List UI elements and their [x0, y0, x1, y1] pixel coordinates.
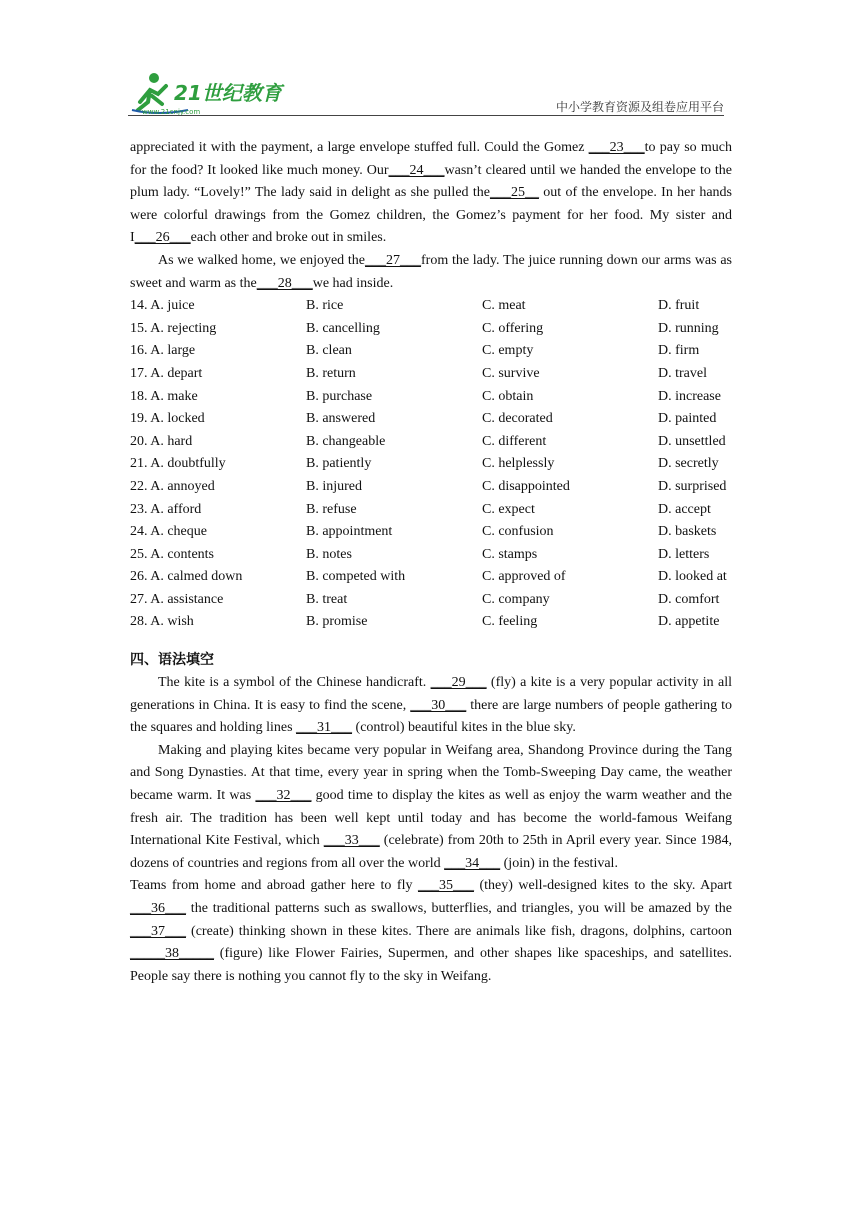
- passage-text: Teams from home and abroad gather here to fly: [130, 878, 418, 894]
- answer-blank: ___31___: [296, 720, 353, 736]
- passage-text: from the lady. The juice running down our arms was as sweet and warm as the: [130, 252, 732, 291]
- option-choice: B. patiently: [306, 456, 372, 472]
- passage-text: (fly) a kite is a very popular activity in all generations in China. It is easy to find the scene,: [130, 675, 732, 713]
- option-choice: 14. A. juice: [130, 298, 195, 314]
- option-choice: D. appetite: [658, 614, 720, 630]
- header-divider: [128, 115, 724, 116]
- answer-blank: ___24___: [388, 162, 445, 178]
- option-row: [130, 340, 732, 363]
- option-row: [130, 386, 732, 409]
- option-choice: C. feeling: [482, 614, 538, 630]
- option-row: [130, 476, 732, 499]
- option-choice: D. running: [658, 320, 719, 336]
- passage-text: good time to display the kites as well as enjoy the warm weather and the fresh air. The tradition has been well kept until today and has become the world-famous Weifang International Kite Festival, which: [130, 788, 733, 849]
- passage-text: The kite is a symbol of the Chinese handicraft.: [158, 675, 431, 691]
- option-choice: B. appointment: [306, 524, 393, 540]
- passage-text: the traditional patterns such as swallows, butterflies, and triangles, you will be amazed by the: [186, 901, 732, 916]
- answer-blank: ___33___: [323, 833, 380, 849]
- passage-text: (create) thinking shown in these kites. There are animals like fish, dragons, dolphins, cartoon: [186, 923, 732, 939]
- passage-paragraph: [130, 250, 732, 295]
- answer-blank: ___28___: [256, 275, 313, 291]
- passage-paragraph: [130, 672, 732, 740]
- option-choice: 25. A. contents: [130, 546, 214, 562]
- option-choice: D. fruit: [658, 298, 700, 314]
- option-choice: C. obtain: [482, 388, 534, 404]
- option-choice: 26. A. calmed down: [130, 569, 243, 585]
- option-choice: 21. A. doubtfully: [130, 456, 226, 472]
- option-choice: B. treat: [306, 591, 348, 607]
- runner-head-icon: [149, 73, 159, 83]
- option-choice: B. promise: [306, 614, 368, 630]
- option-choice: 23. A. afford: [130, 501, 202, 517]
- option-choice: D. increase: [658, 388, 721, 404]
- passage-text: Making and playing kites became very popular in Weifang area, Shandong Province during the Tang and Song Dynasties. At that time, every year in spring when the Tomb-Sweeping Day came, the weather became warm. It was: [130, 742, 732, 804]
- option-choice: C. stamps: [482, 546, 538, 562]
- passage-text: (figure) like Flower Fairies, Supermen, and other shapes like spaceships, and satellites. People say there is nothing you cannot fly to the sky in Weifang.: [130, 946, 732, 984]
- grammar-passage: [130, 672, 732, 988]
- answer-blank: ___29___: [430, 675, 487, 691]
- passage-text: As we walked home, we enjoyed the: [158, 252, 366, 268]
- option-choice: 18. A. make: [130, 388, 198, 404]
- option-choice: B. injured: [306, 478, 362, 494]
- option-choice: C. meat: [482, 298, 526, 314]
- answer-blank: ___25__: [489, 185, 539, 201]
- answer-blank: ___30___: [410, 697, 467, 713]
- option-choice: C. offering: [482, 320, 544, 336]
- option-choice: D. accept: [658, 501, 711, 517]
- logo-text: 21世纪教育: [174, 81, 282, 105]
- option-choice: B. return: [306, 365, 356, 381]
- passage-text: each other and broke out in smiles.: [190, 230, 387, 246]
- option-choice: 27. A. assistance: [130, 591, 224, 607]
- option-row: [130, 318, 732, 341]
- cloze-options: [130, 295, 732, 634]
- option-choice: 17. A. depart: [130, 365, 203, 381]
- option-choice: D. baskets: [658, 524, 717, 540]
- option-choice: B. answered: [306, 411, 376, 427]
- option-choice: D. unsettled: [658, 433, 726, 449]
- option-row: [130, 544, 732, 567]
- answer-blank: ___37___: [130, 923, 186, 939]
- answer-blank: ___32___: [255, 788, 312, 804]
- option-choice: B. clean: [306, 343, 352, 359]
- option-choice: B. refuse: [306, 501, 357, 517]
- option-choice: 16. A. large: [130, 343, 196, 359]
- passage-paragraph: [130, 875, 732, 988]
- answer-blank: ___36___: [130, 901, 186, 916]
- passage-text: wasn’t cleared until we handed the envelope to the plum lady. “Lovely!” The lady said in delight as she pulled the: [130, 162, 732, 201]
- option-choice: C. confusion: [482, 524, 554, 540]
- option-choice: D. travel: [658, 365, 707, 381]
- answer-blank: _____38_____: [130, 946, 214, 962]
- option-choice: D. secretly: [658, 456, 719, 472]
- option-choice: 28. A. wish: [130, 614, 194, 630]
- option-choice: B. notes: [306, 546, 352, 562]
- option-choice: D. letters: [658, 546, 710, 562]
- option-choice: C. company: [482, 591, 550, 607]
- option-choice: B. changeable: [306, 433, 386, 449]
- page-header: [128, 70, 724, 116]
- passage-paragraph: [130, 137, 732, 250]
- option-row: [130, 521, 732, 544]
- option-row: [130, 363, 732, 386]
- option-choice: B. purchase: [306, 388, 373, 404]
- option-row: [130, 431, 732, 454]
- option-choice: D. firm: [658, 343, 700, 359]
- option-choice: C. different: [482, 433, 547, 449]
- option-row: [130, 499, 732, 522]
- option-choice: 20. A. hard: [130, 433, 193, 449]
- option-choice: C. approved of: [482, 569, 566, 585]
- option-row: [130, 611, 732, 634]
- option-choice: 24. A. cheque: [130, 524, 207, 540]
- option-row: [130, 408, 732, 431]
- option-choice: C. empty: [482, 343, 534, 359]
- passage-paragraph: [130, 740, 732, 876]
- option-choice: 19. A. locked: [130, 411, 205, 427]
- runner-icon: [138, 86, 166, 110]
- answer-blank: ___26___: [134, 230, 191, 246]
- option-choice: C. decorated: [482, 411, 553, 427]
- option-choice: 22. A. annoyed: [130, 478, 215, 494]
- logo-url: www.21cnjy.com: [142, 108, 201, 116]
- answer-blank: ___23___: [588, 140, 645, 155]
- answer-blank: ___35___: [417, 878, 474, 894]
- option-choice: D. comfort: [658, 591, 720, 607]
- passage-text: (celebrate) from 20th to 25th in April every year. Since 1984, dozens of countries and regions from all over the world: [130, 833, 732, 871]
- option-row: [130, 295, 732, 318]
- option-choice: D. surprised: [658, 478, 727, 494]
- passage-text: (they) well-designed kites to the sky. Apart: [473, 878, 732, 894]
- platform-name: 中小学教育资源及组卷应用平台: [555, 100, 724, 114]
- option-choice: D. looked at: [658, 569, 727, 585]
- cloze-passage: [130, 137, 732, 295]
- passage-text: there are large numbers of people gathering to the squares and holding lines: [130, 697, 733, 736]
- section-title: 四、语法填空: [130, 652, 214, 669]
- answer-blank: ___27___: [365, 252, 422, 268]
- option-choice: 15. A. rejecting: [130, 320, 217, 336]
- passage-text: to pay so much for the food? It looked like much money. Our: [130, 140, 732, 178]
- option-choice: B. competed with: [306, 569, 406, 585]
- option-choice: B. rice: [306, 298, 344, 314]
- option-choice: B. cancelling: [306, 320, 380, 336]
- option-row: [130, 453, 732, 476]
- passage-text: (join) in the festival.: [500, 855, 618, 871]
- passage-text: out of the envelope. In her hands were colorful drawings from the Gomez children, the Gomez’s payment for her food. My sister and I: [130, 185, 732, 246]
- logo-21cnjy: [128, 70, 298, 116]
- passage-text: we had inside.: [312, 275, 394, 291]
- option-choice: C. expect: [482, 501, 535, 517]
- option-choice: C. disappointed: [482, 478, 570, 494]
- option-choice: C. survive: [482, 365, 540, 381]
- option-choice: C. helplessly: [482, 456, 555, 472]
- option-row: [130, 589, 732, 612]
- option-row: [130, 566, 732, 589]
- document-body: [130, 137, 732, 988]
- passage-text: (control) beautiful kites in the blue sky.: [352, 720, 576, 736]
- answer-blank: ___34___: [444, 855, 501, 871]
- option-choice: D. painted: [658, 411, 717, 427]
- passage-text: appreciated it with the payment, a large envelope stuffed full. Could the Gomez: [130, 140, 589, 155]
